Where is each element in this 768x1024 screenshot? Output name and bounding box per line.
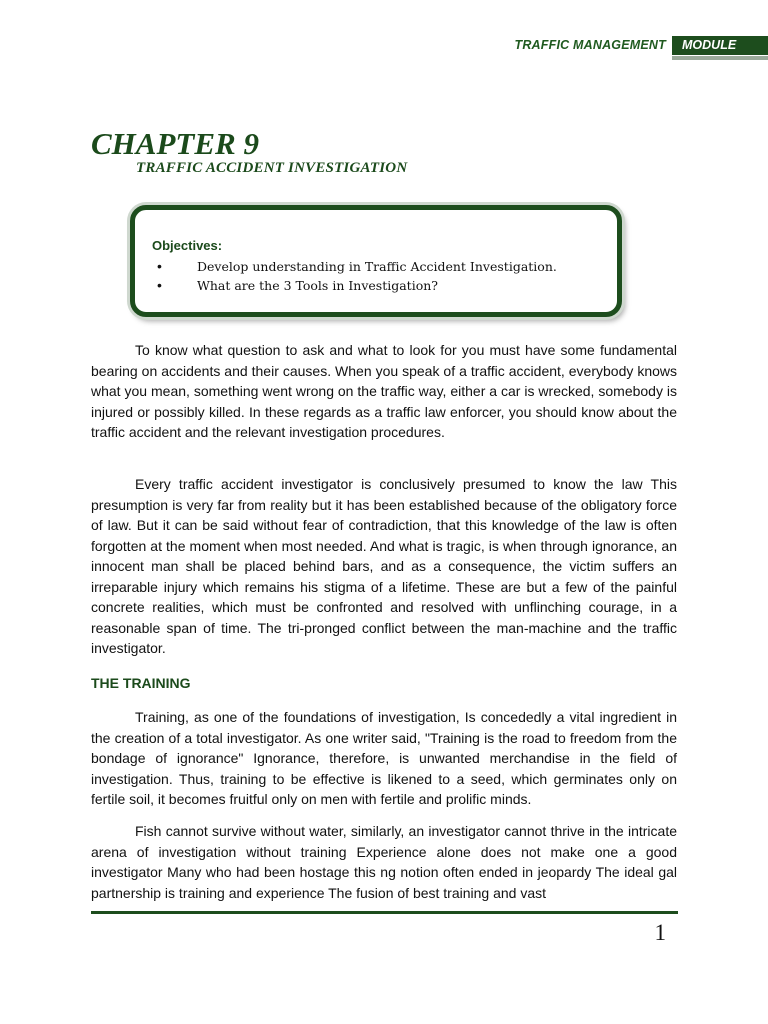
objectives-heading: Objectives: — [152, 238, 223, 253]
body-paragraph: Fish cannot survive without water, similarly, an investigator cannot thrive in the intricate arena of investigation without training Experience alone does not make one a good investigator Many who had been hostage this ng notion often ended in jeopardy The ideal gal partnership is training and experience The fusion of best training and vast — [91, 823, 677, 901]
objective-item — [157, 257, 557, 276]
page-number: 1 — [654, 920, 666, 945]
footer-rule — [91, 911, 678, 914]
objectives-box — [130, 205, 622, 317]
header-module-label: TRAFFIC MANAGEMENT — [514, 38, 666, 52]
body-paragraph: To know what question to ask and what to look for you must have some fundamental bearing on accidents and their causes. When you speak of a traffic accident, everybody knows what you mean, something went wrong on the traffic way, either a car is wrecked, somebody is injured or possibly killed. In these regards as a traffic law enforcer, you should know about the traffic accident and the relevant investigation procedures. — [91, 342, 677, 440]
chapter-title: CHAPTER 9 — [91, 126, 259, 161]
objective-text: Develop understanding in Traffic Accident Investigation. — [197, 259, 557, 274]
objective-text: What are the 3 Tools in Investigation? — [197, 278, 438, 293]
section-heading: THE TRAINING — [91, 675, 191, 691]
objective-item — [157, 276, 557, 295]
header-module-badge: MODULE — [672, 36, 768, 55]
body-paragraph: Training, as one of the foundations of investigation, Is concededly a vital ingredient in the creation of a total investigator. As one writer said, "Training is the road to freedom from the bondage of ignorance" Ignorance, therefore, is unwanted merchandise in the field of investigation. Thus, training to be effective is likened to a seed, which germinates only on fertile soil, it becomes fruitful only on men with fertile and prolific minds. — [91, 709, 677, 807]
bullet-icon: • — [157, 258, 162, 274]
chapter-subtitle: TRAFFIC ACCIDENT INVESTIGATION — [136, 160, 408, 176]
bullet-icon: • — [157, 277, 162, 293]
objectives-list — [157, 257, 557, 295]
header-underline — [672, 56, 768, 60]
body-paragraph: Every traffic accident investigator is conclusively presumed to know the law This presumption is very far from reality but it has been established because of the obligatory force of law. But it can be said without fear of contradiction, that this knowledge of the law is often forgotten at the moment when most needed. And what is tragic, is when through ignorance, an innocent man shall be placed behind bars, and as a consequence, the victim suffers an irreparable injury which remains his stigma of a lifetime. These are but a few of the painful concrete realities, which must be confronted and resolved with unflinching courage, in a reasonable span of time. The tri-pronged conflict between the man-machine and the traffic investigator. — [91, 476, 677, 656]
